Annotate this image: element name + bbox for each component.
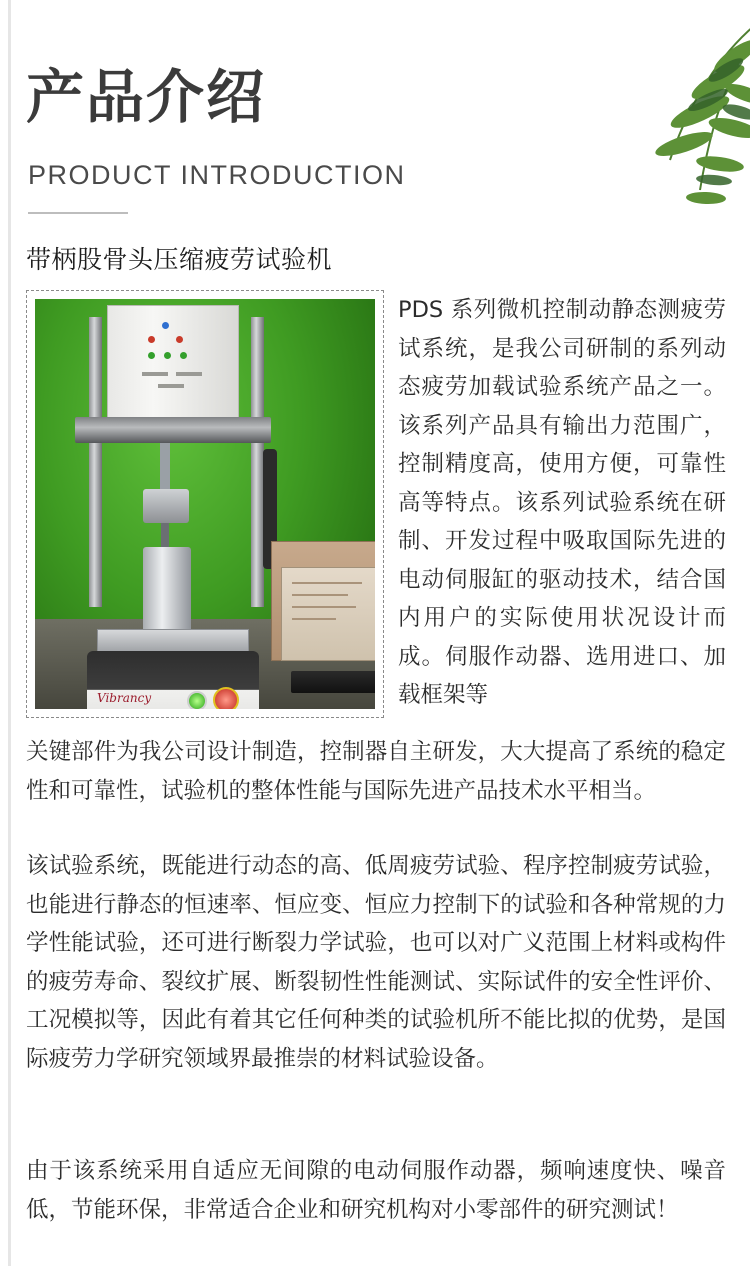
computer-keyboard [291,671,375,693]
left-vertical-divider [8,0,11,1266]
indicator-led-red-2 [176,336,183,343]
product-subtitle: 带柄股骨头压缩疲劳试验机 [26,245,333,274]
machine-control-head [107,305,239,419]
page-title-cn: 产品介绍 [26,63,267,131]
monitor-line-4 [292,618,336,620]
computer-monitor [281,567,375,661]
monitor-line-3 [292,606,356,608]
indicator-led-red-1 [148,336,155,343]
machine-start-button [187,691,207,709]
body-paragraph-1: PDS 系列微机控制动静态测疲劳试系统，是我公司研制的系列动态疲劳加载试验系统产品之一。该系列产品具有输出力范围广，控制精度高，使用方便，可靠性高等特点。该系列试验系统在研制、开发过程中吸取国际先进的电动伺服缸的驱动技术，结合国内用户的实际使用状况设计而成。伺服作动器、选用进口、加载框架等 [398,297,726,708]
indicator-led-green-2 [164,352,171,359]
machine-emergency-stop-button [213,687,239,709]
machine-column-left [89,317,102,607]
monitor-line-1 [292,582,362,584]
vent-slot-3 [158,384,184,388]
product-photo [35,299,375,709]
machine-brand-label: Vibrancy [97,691,152,705]
body-paragraph-2: 关键部件为我公司设计制造，控制器自主研发，大大提高了系统的稳定性和可靠性，试验机的整体性能与国际先进产品技术水平相当。 [26,739,726,804]
body-paragraph-4: 由于该系统采用自适应无间隙的电动伺服作动器，频响速度快、噪音低，节能环保，非常适合企业和研究机构对小零部件的研究测试！ [26,1158,726,1223]
vent-slot-1 [142,372,168,376]
vent-slot-2 [176,372,202,376]
test-specimen [161,523,169,549]
machine-actuator-rod [160,443,170,489]
machine-specimen-grip [143,489,189,523]
monitor-line-2 [292,594,348,596]
page-title-en: PRODUCT INTRODUCTION [28,160,406,190]
indicator-led-blue [162,322,169,329]
product-photo-frame [26,290,384,718]
title-underline [28,212,128,214]
indicator-led-green-3 [180,352,187,359]
body-paragraph-3: 该试验系统，既能进行动态的高、低周疲劳试验、程序控制疲劳试验，也能进行静态的恒速率、恒应变、恒应力控制下的试验和各种常规的力学性能试验，还可进行断裂力学试验，也可以对广义范围上材料或构件的疲劳寿命、裂纹扩展、断裂韧性性能测试、实际试件的安全性评价、工况模拟等，因此有着其它任何种类的试验机所不能比拟的优势，是国际疲劳力学研究领域界最推崇的材料试验设备。 [26,853,726,1072]
machine-crossbeam [75,417,271,443]
machine-load-cylinder [143,547,191,631]
machine-table [97,629,249,653]
indicator-led-green-1 [148,352,155,359]
content-column [26,0,726,1266]
